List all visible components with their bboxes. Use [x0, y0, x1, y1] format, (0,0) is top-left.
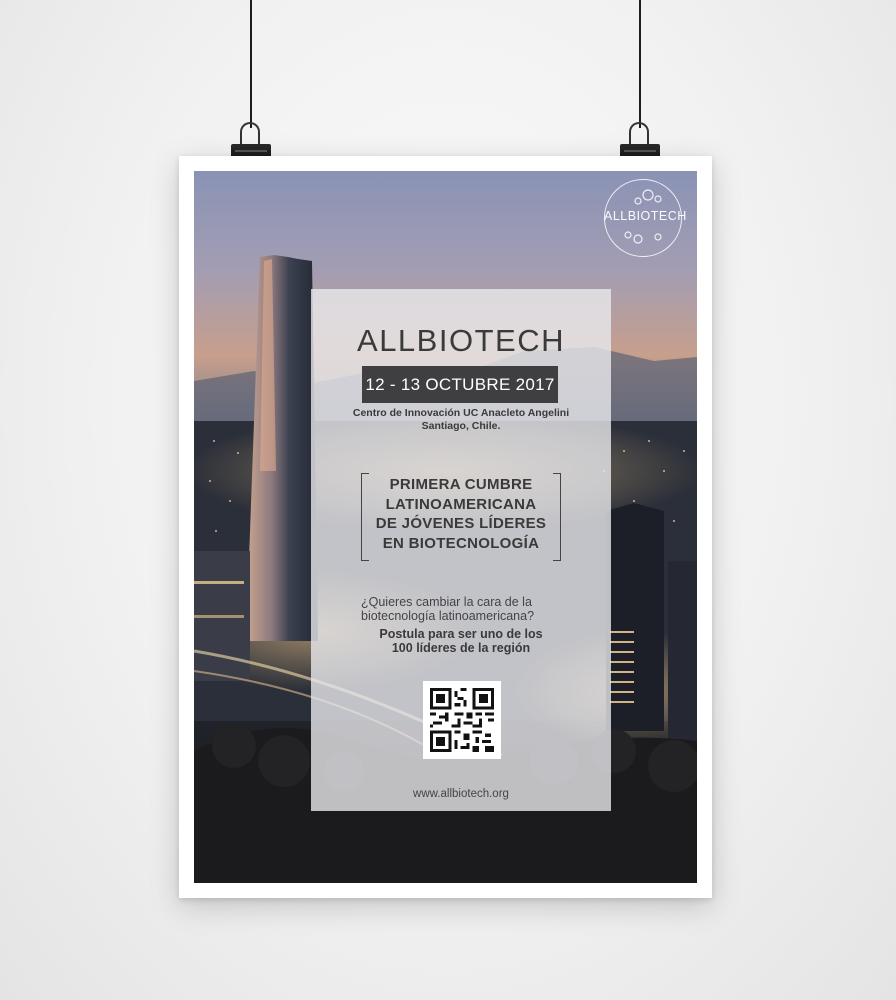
venue-line: Centro de Innovación UC Anacleto Angelini: [352, 407, 570, 419]
allbiotech-logo: [604, 179, 687, 259]
qr-code-icon: [430, 688, 494, 752]
event-date: 12 - 13 OCTUBRE 2017: [362, 366, 558, 403]
logo-wordmark: ALLBIOTECH: [604, 209, 687, 223]
hanging-wire-left: [250, 0, 252, 128]
question-line: ¿Quieres cambiar la cara de la: [361, 595, 532, 609]
call-to-action: [311, 627, 611, 655]
city-skyline-photo: [194, 171, 697, 883]
hanging-wire-right: [639, 0, 641, 128]
event-venue: [311, 407, 611, 433]
question-line: biotecnología latinoamericana?: [361, 609, 535, 623]
qr-code[interactable]: [423, 681, 501, 759]
poster: [179, 156, 712, 898]
summit-line: PRIMERA CUMBRE: [389, 476, 533, 493]
summit-description: [371, 475, 551, 553]
cta-line: Postula para ser uno de los: [379, 627, 543, 641]
bracket-right: [553, 473, 561, 561]
bracket-left: [361, 473, 369, 561]
venue-city: Santiago, Chile.: [421, 420, 501, 432]
summit-line: EN BIOTECNOLOGÍA: [382, 534, 540, 552]
cta-line: 100 líderes de la región: [391, 641, 531, 655]
summit-line: LATINOAMERICANA: [385, 495, 537, 513]
event-title: ALLBIOTECH: [357, 323, 565, 358]
summit-line: DE JÓVENES LÍDERES: [375, 515, 547, 532]
website-link[interactable]: www.allbiotech.org: [413, 788, 509, 800]
info-panel: [311, 289, 611, 811]
question-text: [361, 595, 581, 623]
